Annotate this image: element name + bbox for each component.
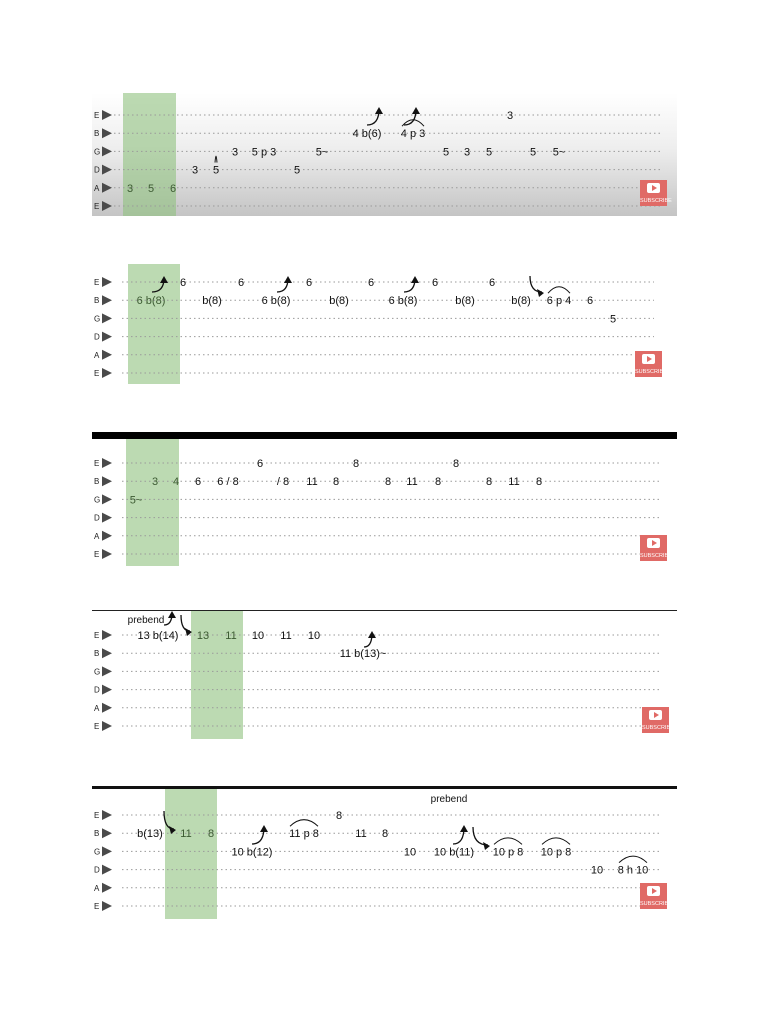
play-string-icon[interactable] xyxy=(102,277,112,287)
string-label: G xyxy=(94,495,101,505)
tab-note: b(8) xyxy=(329,295,349,308)
play-string-icon[interactable] xyxy=(102,630,112,640)
string-label: G xyxy=(94,314,101,324)
tab-staff-2 xyxy=(92,262,677,386)
tab-note: 3 xyxy=(231,146,239,159)
tab-note: 5 xyxy=(293,164,301,177)
tab-note: 3 xyxy=(463,146,471,159)
tab-note: 5 xyxy=(442,146,450,159)
play-string-icon[interactable] xyxy=(102,901,112,911)
play-icon xyxy=(647,886,660,896)
play-icon xyxy=(649,710,662,720)
tab-note: 6 xyxy=(586,295,594,308)
tab-note: 3 xyxy=(506,110,514,122)
string-label: D xyxy=(94,685,100,695)
string-label: E xyxy=(94,722,100,731)
tab-note: 10 b(12) xyxy=(231,846,273,859)
slur-arc xyxy=(215,156,217,163)
play-string-icon[interactable] xyxy=(102,165,112,175)
play-string-icon[interactable] xyxy=(102,721,112,731)
string-label: B xyxy=(94,129,100,139)
play-string-icon[interactable] xyxy=(102,476,112,486)
tab-note: 11 xyxy=(508,476,520,489)
tab-note: 4 p 3 xyxy=(400,128,426,141)
arrowhead-icon xyxy=(284,276,292,283)
tab-note: 13 xyxy=(196,630,210,642)
tab-note: 8 xyxy=(381,828,389,841)
tab-note: 6 b(8) xyxy=(261,295,291,308)
tab-note: 5 xyxy=(485,146,493,159)
play-string-icon[interactable] xyxy=(102,201,112,211)
tab-note: 11 xyxy=(355,828,367,841)
subscribe-label: SUBSCRIBE xyxy=(640,901,672,907)
arrowhead-icon xyxy=(537,289,544,297)
tab-note: 6 xyxy=(305,277,313,289)
tab-row-1 xyxy=(92,93,677,216)
tab-note: b(8) xyxy=(511,295,531,308)
subscribe-button[interactable] xyxy=(642,707,674,733)
tab-note: b(8) xyxy=(455,295,475,308)
tab-note: 8 xyxy=(434,476,442,489)
tab-note: 6 xyxy=(194,476,202,489)
tab-note: 6 xyxy=(179,277,187,289)
play-icon xyxy=(647,538,660,548)
tab-note: 4 xyxy=(172,476,180,489)
string-label: B xyxy=(94,829,100,839)
tab-note: 11 xyxy=(406,476,418,489)
subscribe-label: SUBSCRIBE xyxy=(640,198,672,204)
subscribe-button[interactable] xyxy=(640,535,672,561)
play-string-icon[interactable] xyxy=(102,883,112,893)
tab-row-3 xyxy=(92,432,677,566)
tab-note: 6 b(8) xyxy=(388,295,418,308)
tab-note: 6 xyxy=(169,182,177,195)
play-string-icon[interactable] xyxy=(102,648,112,658)
slur-arc xyxy=(548,287,570,294)
arrowhead-icon xyxy=(375,107,383,114)
tab-note: 6 p 4 xyxy=(546,295,572,308)
arrowhead-icon xyxy=(168,611,176,618)
tab-note: 5~ xyxy=(129,494,143,507)
string-label: A xyxy=(94,183,100,193)
play-string-icon[interactable] xyxy=(102,685,112,695)
play-string-icon[interactable] xyxy=(102,146,112,156)
tab-note: 5 xyxy=(609,313,617,326)
tab-note: 6 b(8) xyxy=(136,295,166,308)
tab-note: 5 xyxy=(212,164,220,177)
string-label: D xyxy=(94,332,100,342)
subscribe-label: SUBSCRIBE xyxy=(642,725,674,731)
tab-note: 3 xyxy=(191,164,199,177)
tab-note: 6 xyxy=(431,277,439,289)
string-label: G xyxy=(94,667,101,677)
string-label: E xyxy=(94,278,100,287)
subscribe-label: SUBSCRIBE xyxy=(635,369,667,375)
string-label: E xyxy=(94,811,100,820)
play-string-icon[interactable] xyxy=(102,332,112,342)
tab-note: 3 xyxy=(151,476,159,489)
tab-note: 10 xyxy=(307,630,321,642)
string-label: B xyxy=(94,477,100,487)
tab-note: 6 xyxy=(367,277,375,289)
tab-note: 10 xyxy=(251,630,265,642)
string-label: E xyxy=(94,550,100,559)
technique-annotation: prebend xyxy=(127,615,165,626)
tab-note: b(8) xyxy=(202,295,222,308)
string-label: E xyxy=(94,202,100,211)
play-string-icon[interactable] xyxy=(102,828,112,838)
play-string-icon[interactable] xyxy=(102,549,112,559)
slur-arc xyxy=(290,820,318,827)
slur-arc xyxy=(542,838,570,845)
play-icon xyxy=(642,354,655,364)
string-label: G xyxy=(94,847,101,857)
playhead-highlight xyxy=(165,789,217,919)
tab-staff-1 xyxy=(92,93,677,216)
play-string-icon[interactable] xyxy=(102,128,112,138)
subscribe-label: SUBSCRIBE xyxy=(640,553,672,559)
tab-row-2 xyxy=(92,262,677,386)
string-label: E xyxy=(94,631,100,640)
string-label: G xyxy=(94,147,101,157)
tab-note: 10 p 8 xyxy=(492,846,524,859)
tab-note: 5 p 3 xyxy=(251,146,277,159)
play-string-icon[interactable] xyxy=(102,110,112,120)
arrowhead-icon xyxy=(411,276,419,283)
play-string-icon[interactable] xyxy=(102,350,112,360)
tab-note: 11 xyxy=(180,828,192,841)
tab-note: 10 b(11) xyxy=(433,846,475,859)
string-label: A xyxy=(94,703,100,713)
arrowhead-icon xyxy=(412,107,420,114)
string-label: B xyxy=(94,649,100,659)
tab-note: 6 xyxy=(256,458,264,470)
play-string-icon[interactable] xyxy=(102,313,112,323)
play-string-icon[interactable] xyxy=(102,846,112,856)
tab-row-5 xyxy=(92,786,677,921)
slur-arc xyxy=(494,838,522,845)
tab-note: 10 xyxy=(403,846,417,859)
tab-note: 11 xyxy=(280,630,292,642)
tab-note: 10 p 8 xyxy=(540,846,572,859)
tab-staff-5 xyxy=(92,789,677,921)
tab-staff-4 xyxy=(92,611,677,741)
arrowhead-icon xyxy=(483,842,490,850)
tab-note: 5~ xyxy=(552,146,566,159)
string-label: D xyxy=(94,865,100,875)
tab-note: 11 b(13)~ xyxy=(339,648,387,661)
tab-note: b(13) xyxy=(137,828,163,841)
bend-arrow xyxy=(530,276,542,292)
tab-note: 4 b(6) xyxy=(352,128,382,141)
play-string-icon[interactable] xyxy=(102,666,112,676)
tab-note: 8 xyxy=(384,476,392,489)
tab-note: 10 xyxy=(590,864,604,877)
play-string-icon[interactable] xyxy=(102,703,112,713)
tab-note: 8 xyxy=(485,476,493,489)
string-label: E xyxy=(94,111,100,120)
play-string-icon[interactable] xyxy=(102,531,112,541)
play-string-icon[interactable] xyxy=(102,295,112,305)
tab-note: 3 xyxy=(126,182,134,195)
arrowhead-icon xyxy=(260,825,268,832)
technique-annotation: prebend xyxy=(430,794,468,805)
tab-note: 8 h 10 xyxy=(617,864,649,877)
string-label: E xyxy=(94,459,100,468)
play-string-icon[interactable] xyxy=(102,458,112,468)
tab-note: 8 xyxy=(335,810,343,822)
play-string-icon[interactable] xyxy=(102,183,112,193)
slur-arc xyxy=(619,856,647,863)
string-label: A xyxy=(94,531,100,541)
string-label: E xyxy=(94,369,100,378)
tab-note: 5~ xyxy=(315,146,329,159)
play-string-icon[interactable] xyxy=(102,368,112,378)
play-string-icon[interactable] xyxy=(102,513,112,523)
subscribe-button[interactable] xyxy=(640,180,672,206)
tab-row-4 xyxy=(92,610,677,741)
tab-note: 11 xyxy=(225,630,237,642)
string-label: A xyxy=(94,883,100,893)
tab-note: 6 / 8 xyxy=(217,476,239,489)
tab-note: 8 xyxy=(332,476,340,489)
string-label: D xyxy=(94,165,100,175)
tab-note: 11 xyxy=(306,476,318,489)
tab-staff-3 xyxy=(92,439,677,573)
tab-note: 11 p 8 xyxy=(289,828,319,841)
play-string-icon[interactable] xyxy=(102,810,112,820)
arrowhead-icon xyxy=(460,825,468,832)
play-string-icon[interactable] xyxy=(102,865,112,875)
play-string-icon[interactable] xyxy=(102,494,112,504)
tab-note: 8 xyxy=(452,458,460,470)
tab-note: 5 xyxy=(147,182,155,195)
tab-note: / 8 xyxy=(276,476,290,489)
tab-note: 8 xyxy=(352,458,360,470)
tab-note: 6 xyxy=(237,277,245,289)
bend-arrow xyxy=(473,827,488,845)
playhead-highlight xyxy=(123,93,176,216)
string-label: A xyxy=(94,350,100,360)
tab-note: 6 xyxy=(488,277,496,289)
subscribe-button[interactable] xyxy=(640,883,672,909)
tab-note: 13 b(14) xyxy=(137,630,179,642)
play-icon xyxy=(647,183,660,193)
subscribe-button[interactable] xyxy=(635,351,667,377)
string-label: E xyxy=(94,902,100,911)
string-label: D xyxy=(94,513,100,523)
tab-note: 8 xyxy=(207,828,215,841)
string-label: B xyxy=(94,296,100,306)
tab-note: 5 xyxy=(529,146,537,159)
tab-note: 8 xyxy=(535,476,543,489)
